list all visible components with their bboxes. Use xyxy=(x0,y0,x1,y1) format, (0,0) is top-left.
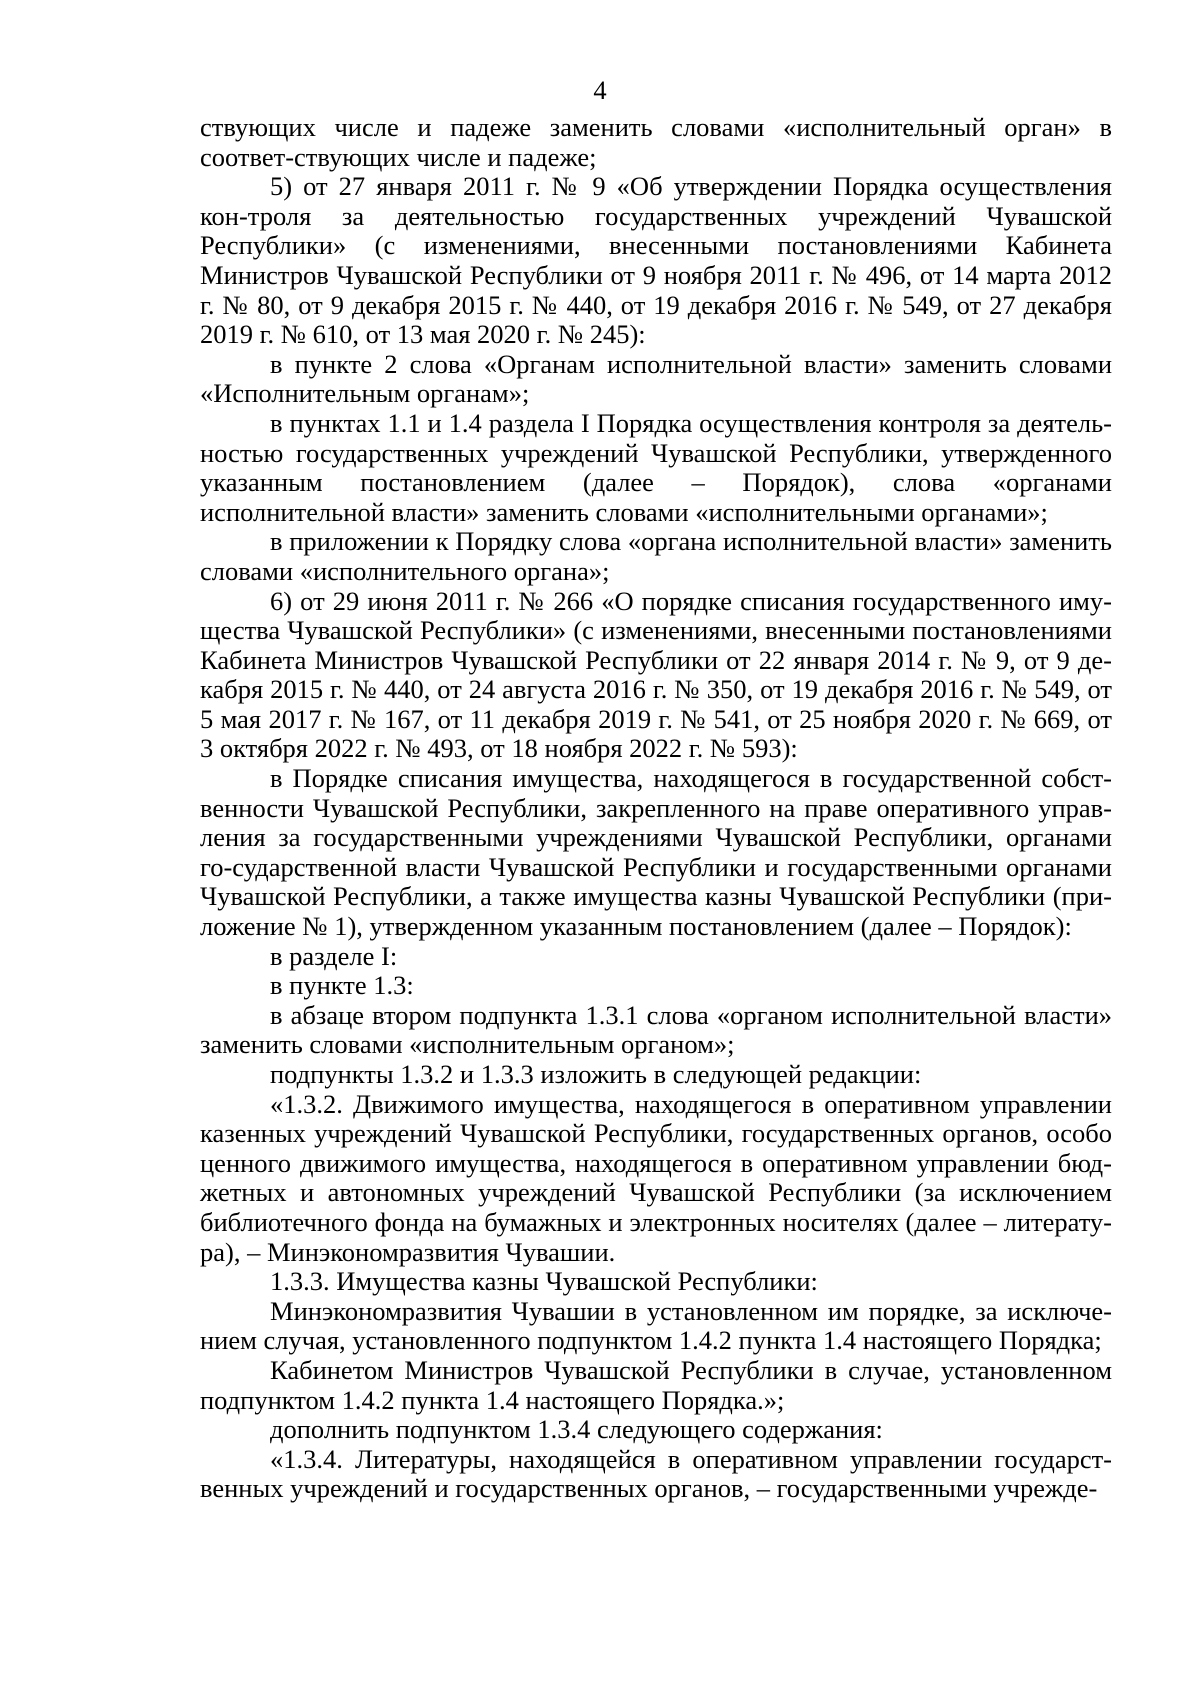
paragraph-subpoint-1-3-1: в абзаце втором подпункта 1.3.1 слова «органом исполнительной власти» заменить словами «исполнительным органом»; xyxy=(200,999,1112,1060)
paragraph-write-off-procedure: в Порядке списания имущества, находящегося в государственной собст-венности Чувашской Республики, закрепленного на праве оперативного управ-ления за государственными учреждениями Чувашской Республики, органами го-сударственной власти Чувашской Республики и государственными органами Чувашской Республики, а также имущества казны Чувашской Республики (при-ложение № 1), утвержденном указанным постановлением (далее – Порядок): xyxy=(200,763,1112,942)
paragraph-item-5: 5) от 27 января 2011 г. № 9 «Об утверждении Порядка осуществления кон-троля за деятельностью государственных учреждений Чувашской Республики» (с изменениями, внесенными постановлениями Кабинета Министров Чувашской Республики от 9 ноября 2011 г. № 496, от 14 марта 2012 г. № 80, от 9 декабря 2015 г. № 440, от 19 декабря 2016 г. № 549, от 27 декабря 2019 г. № 610, от 13 мая 2020 г. № 245): xyxy=(200,171,1112,350)
paragraph-continuation: ствующих числе и падеже заменить словами «исполнительный орган» в соответ-ствующих числе и падеже; xyxy=(200,112,1112,172)
paragraph-section-1: в разделе I: xyxy=(270,940,398,971)
page-number: 4 xyxy=(593,75,607,105)
paragraph-subpoints-1-3-2-1-3-3: подпункты 1.3.2 и 1.3.3 изложить в следующей редакции: xyxy=(270,1059,922,1089)
paragraph-point-2: в пункте 2 слова «Органам исполнительной власти» заменить словами «Исполнительным органам»; xyxy=(200,348,1112,409)
paragraph-cabinet: Кабинетом Министров Чувашской Республики в случае, установленном подпунктом 1.4.2 пункта 1.4 настоящего Порядка.»; xyxy=(200,1354,1112,1415)
paragraph-ministry-economy: Минэкономразвития Чувашии в установленном им порядке, за исключе-нием случая, установленного подпунктом 1.4.2 пункта 1.4 настоящего Порядка; xyxy=(200,1295,1112,1356)
paragraph-clause-1-3-3: 1.3.3. Имущества казны Чувашской Республики: xyxy=(270,1266,818,1297)
paragraph-item-6: 6) от 29 июня 2011 г. № 266 «О порядке списания государственного иму-щества Чувашской Республики» (с изменениями, внесенными постановлениями Кабинета Министров Чувашской Республики от 22 января 2014 г. № 9, от 9 де-кабря 2015 г. № 440, от 24 августа 2016 г. № 350, от 19 декабря 2016 г. № 549, от 5 мая 2017 г. № 167, от 11 декабря 2019 г. № 541, от 25 ноября 2020 г. № 669, от 3 октября 2022 г. № 493, от 18 ноября 2022 г. № 593): xyxy=(200,585,1112,764)
document-body xyxy=(200,113,1112,1504)
paragraph-clause-1-3-2: «1.3.2. Движимого имущества, находящегося в оперативном управлении казенных учреждений Чувашской Республики, государственных органов, особо ценного движимого имущества, находящегося в оперативном управлении бюд-жетных и автономных учреждений Чувашской Республики (за исключением библиотечного фонда на бумажных и электронных носителях (далее – литерату-ра), – Минэкономразвития Чувашии. xyxy=(200,1088,1112,1267)
paragraph-add-subpoint-1-3-4: дополнить подпунктом 1.3.4 следующего содержания: xyxy=(270,1414,883,1445)
paragraph-clause-1-3-4: «1.3.4. Литературы, находящейся в оперативном управлении государст-венных учреждений и государственных органов, – государственными учрежде- xyxy=(200,1443,1112,1504)
paragraph-appendix: в приложении к Порядку слова «органа исполнительной власти» заменить словами «исполнительного органа»; xyxy=(200,526,1112,586)
paragraph-points-1-1-1-4: в пунктах 1.1 и 1.4 раздела I Порядка осуществления контроля за деятель-ностью государственных учреждений Чувашской Республики, утвержденного указанным постановлением (далее – Порядок), слова «органами исполнительной власти» заменить словами «исполнительными органами»; xyxy=(200,407,1112,527)
paragraph-point-1-3: в пункте 1.3: xyxy=(270,970,414,1001)
